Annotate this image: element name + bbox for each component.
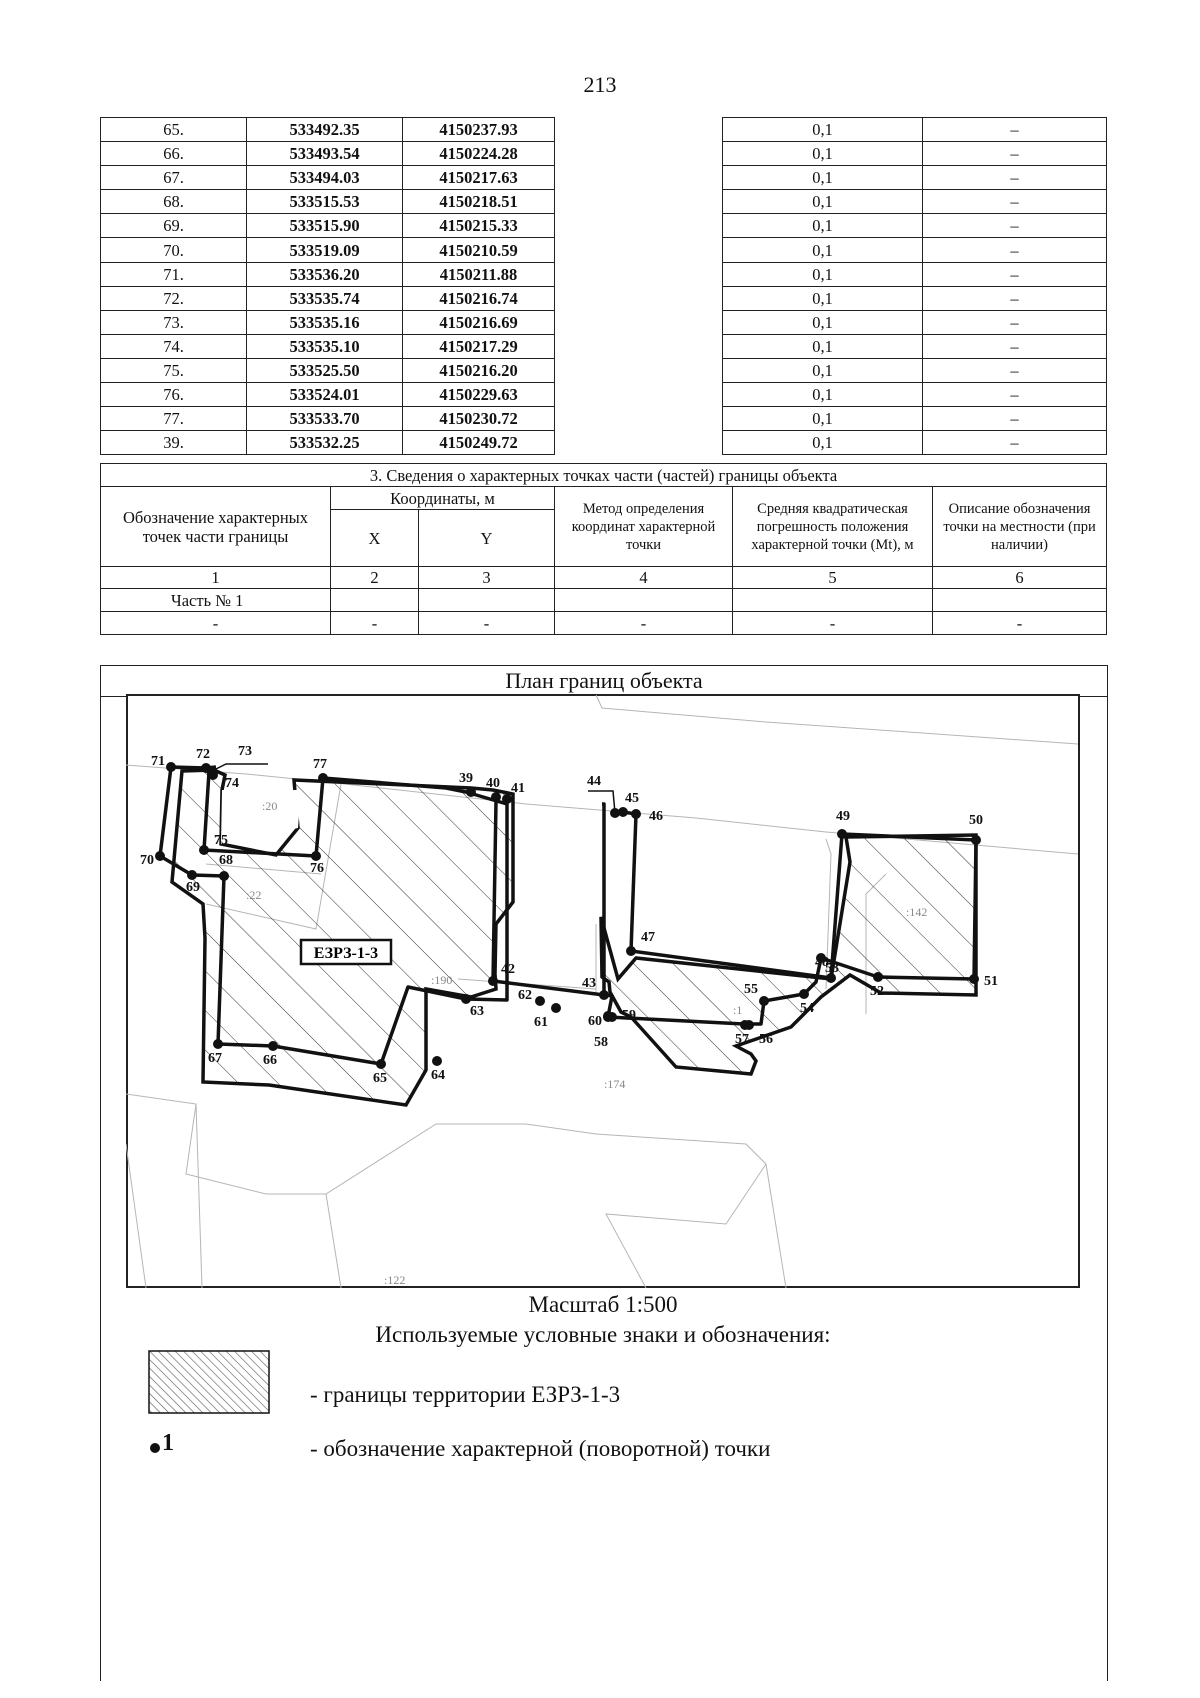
description-cell: – (923, 166, 1107, 190)
point-number-cell: 65. (101, 118, 247, 142)
point-label-57: 57 (735, 1032, 749, 1047)
point-marker-50 (971, 835, 981, 845)
point-label-74: 74 (225, 776, 239, 791)
point-label-53: 53 (825, 961, 839, 976)
column-number: 2 (331, 567, 419, 589)
point-marker-51 (969, 974, 979, 984)
parcel-label-20: :20 (262, 799, 278, 813)
method-cell (555, 407, 723, 431)
y-coordinate-cell: 4150210.59 (403, 238, 555, 262)
point-label-66: 66 (263, 1053, 277, 1068)
zone-label: ЕЗРЗ-1-3 (313, 945, 379, 962)
x-coordinate-cell: 533515.53 (247, 190, 403, 214)
coordinate-row (101, 431, 1107, 455)
map-scale: Масштаб 1:500 (528, 1292, 678, 1317)
y-coordinate-cell: 4150217.29 (403, 334, 555, 358)
legend-point-symbol: 1 (162, 1430, 174, 1456)
parcel-label-1: :1 (733, 1003, 743, 1017)
point-label-56: 56 (759, 1032, 773, 1047)
column-number: 1 (101, 567, 331, 589)
point-label-46: 46 (649, 809, 663, 824)
empty-cell: - (419, 612, 555, 635)
legend-hatch-text: - границы территории ЕЗРЗ-1-3 (310, 1382, 621, 1407)
mt-cell: 0,1 (723, 238, 923, 262)
point-marker-76 (311, 851, 321, 861)
point-number-cell: 72. (101, 286, 247, 310)
description-cell: – (923, 190, 1107, 214)
description-cell: – (923, 310, 1107, 334)
point-label-39: 39 (459, 771, 473, 786)
point-marker-74 (208, 770, 218, 780)
point-marker-42 (488, 976, 498, 986)
point-number-cell: 67. (101, 166, 247, 190)
point-marker-39 (466, 787, 476, 797)
plan-title: План границ объекта (505, 668, 703, 693)
point-label-49: 49 (836, 809, 850, 824)
x-coordinate-cell: 533524.01 (247, 383, 403, 407)
point-marker-64 (432, 1056, 442, 1066)
point-number-cell: 75. (101, 358, 247, 382)
description-cell: – (923, 383, 1107, 407)
mt-cell: 0,1 (723, 334, 923, 358)
point-label-54: 54 (800, 1001, 814, 1016)
page-number: 213 (583, 72, 617, 97)
part-label: Часть № 1 (101, 589, 331, 612)
mt-cell: 0,1 (723, 262, 923, 286)
mt-cell: 0,1 (723, 214, 923, 238)
mt-cell: 0,1 (723, 383, 923, 407)
point-label-60: 60 (588, 1014, 602, 1029)
description-cell: – (923, 118, 1107, 142)
point-label-40: 40 (486, 776, 500, 791)
coordinate-row (101, 166, 1107, 190)
description-cell: – (923, 431, 1107, 455)
point-marker-61 (551, 1003, 561, 1013)
y-coordinate-cell: 4150216.69 (403, 310, 555, 334)
boundary-plan-map (126, 694, 1080, 1288)
empty-cell: - (331, 612, 419, 635)
x-coordinate-cell: 533532.25 (247, 431, 403, 455)
point-label-61: 61 (534, 1015, 548, 1030)
method-cell (555, 214, 723, 238)
point-marker-47 (626, 946, 636, 956)
point-marker-54 (799, 989, 809, 999)
point-label-55: 55 (744, 982, 758, 997)
method-cell (555, 262, 723, 286)
column-number: 6 (933, 567, 1107, 589)
point-label-77: 77 (313, 757, 327, 772)
col-designation-header: Обозначение характерных точек части границы (101, 487, 331, 567)
point-label-71: 71 (151, 754, 165, 769)
description-cell: – (923, 358, 1107, 382)
description-cell: – (923, 238, 1107, 262)
point-label-41: 41 (511, 781, 525, 796)
part-points-table (100, 463, 1107, 635)
x-coordinate-cell: 533515.90 (247, 214, 403, 238)
y-coordinate-cell: 4150224.28 (403, 142, 555, 166)
coordinate-row (101, 238, 1107, 262)
description-cell: – (923, 142, 1107, 166)
point-label-51: 51 (984, 974, 998, 989)
point-label-44: 44 (587, 774, 601, 789)
point-number-cell: 68. (101, 190, 247, 214)
y-coordinate-cell: 4150218.51 (403, 190, 555, 214)
point-label-72: 72 (196, 747, 210, 762)
method-cell (555, 190, 723, 214)
point-marker-68 (219, 871, 229, 881)
point-number-cell: 74. (101, 334, 247, 358)
point-label-62: 62 (518, 988, 532, 1003)
point-label-73: 73 (238, 744, 252, 759)
point-marker-71 (166, 762, 176, 772)
mt-cell: 0,1 (723, 407, 923, 431)
empty-cell: - (733, 612, 933, 635)
mt-cell: 0,1 (723, 286, 923, 310)
point-marker-66 (268, 1041, 278, 1051)
method-cell (555, 310, 723, 334)
mt-cell: 0,1 (723, 142, 923, 166)
parcel-label-142: :142 (906, 905, 928, 919)
point-number-cell: 39. (101, 431, 247, 455)
method-cell (555, 334, 723, 358)
point-number-cell: 66. (101, 142, 247, 166)
coordinate-row (101, 383, 1107, 407)
x-coordinate-cell: 533535.16 (247, 310, 403, 334)
x-coordinate-cell: 533519.09 (247, 238, 403, 262)
point-label-76: 76 (310, 861, 324, 876)
point-label-43: 43 (582, 976, 596, 991)
description-cell: – (923, 407, 1107, 431)
y-coordinate-cell: 4150211.88 (403, 262, 555, 286)
method-cell (555, 286, 723, 310)
method-cell (555, 166, 723, 190)
col-mt-header: Средняя квадратическая погрешность положения характерной точки (Mt), м (733, 487, 933, 567)
x-coordinate-cell: 533494.03 (247, 166, 403, 190)
point-number-cell: 73. (101, 310, 247, 334)
point-marker-62 (535, 996, 545, 1006)
y-coordinate-cell: 4150216.20 (403, 358, 555, 382)
y-coordinate-cell: 4150249.72 (403, 431, 555, 455)
point-label-50: 50 (969, 813, 983, 828)
coordinate-row (101, 407, 1107, 431)
empty-cell: - (555, 612, 733, 635)
point-number-cell: 77. (101, 407, 247, 431)
method-cell (555, 142, 723, 166)
point-label-45: 45 (625, 791, 639, 806)
point-label-52: 52 (870, 984, 884, 999)
description-cell: – (923, 262, 1107, 286)
point-label-48: 48 (815, 955, 829, 970)
coordinate-row (101, 358, 1107, 382)
point-marker-43 (599, 990, 609, 1000)
point-label-58: 58 (594, 1035, 608, 1050)
point-marker-55 (759, 996, 769, 1006)
point-marker-77 (318, 773, 328, 783)
point-marker-58 (603, 1011, 613, 1021)
mt-cell: 0,1 (723, 166, 923, 190)
y-coordinate-cell: 4150230.72 (403, 407, 555, 431)
point-marker-75 (199, 845, 209, 855)
point-label-65: 65 (373, 1071, 387, 1086)
x-coordinate-cell: 533533.70 (247, 407, 403, 431)
empty-cell: - (933, 612, 1107, 635)
section3-title: 3. Сведения о характерных точках части (частей) границы объекта (101, 464, 1107, 487)
mt-cell: 0,1 (723, 190, 923, 214)
mt-cell: 0,1 (723, 310, 923, 334)
parcel-label-122: :122 (384, 1273, 406, 1287)
x-coordinate-cell: 533492.35 (247, 118, 403, 142)
x-coordinate-cell: 533536.20 (247, 262, 403, 286)
col-desc-header: Описание обозначения точки на местности (при наличии) (933, 487, 1107, 567)
point-marker-70 (155, 851, 165, 861)
column-number: 4 (555, 567, 733, 589)
legend-title: Используемые условные знаки и обозначения: (375, 1322, 831, 1347)
point-label-47: 47 (641, 930, 655, 945)
coordinate-row (101, 262, 1107, 286)
point-label-69: 69 (186, 880, 200, 895)
point-number-cell: 76. (101, 383, 247, 407)
description-cell: – (923, 214, 1107, 238)
point-label-42: 42 (501, 962, 515, 977)
point-label-64: 64 (431, 1068, 445, 1083)
point-number-cell: 69. (101, 214, 247, 238)
coordinate-row (101, 142, 1107, 166)
empty-cell: - (101, 612, 331, 635)
point-marker-49 (837, 829, 847, 839)
coordinate-row (101, 334, 1107, 358)
column-number: 3 (419, 567, 555, 589)
point-marker-63 (461, 994, 471, 1004)
column-numbers-row (101, 567, 1107, 589)
point-label-67: 67 (208, 1051, 222, 1066)
col-coords-header: Координаты, м (331, 487, 555, 510)
coordinate-row (101, 286, 1107, 310)
method-cell (555, 238, 723, 262)
point-number-cell: 71. (101, 262, 247, 286)
parcel-label-190: :190 (431, 973, 453, 987)
method-cell (555, 431, 723, 455)
point-label-75: 75 (214, 833, 228, 848)
coordinate-row (101, 214, 1107, 238)
coordinate-row (101, 118, 1107, 142)
point-label-70: 70 (140, 853, 154, 868)
point-label-68: 68 (219, 853, 233, 868)
point-number-cell: 70. (101, 238, 247, 262)
method-cell (555, 358, 723, 382)
mt-cell: 0,1 (723, 431, 923, 455)
empty-points-row (101, 612, 1107, 635)
parcel-label-174: :174 (604, 1077, 626, 1091)
point-marker-45 (618, 807, 628, 817)
point-marker-67 (213, 1039, 223, 1049)
point-label-59: 59 (622, 1008, 636, 1023)
legend-point-text: - обозначение характерной (поворотной) точки (310, 1436, 771, 1461)
y-coordinate-cell: 4150216.74 (403, 286, 555, 310)
parcel-label-22: :22 (246, 888, 262, 902)
y-coordinate-cell: 4150229.63 (403, 383, 555, 407)
x-coordinate-cell: 533535.10 (247, 334, 403, 358)
coordinate-row (101, 310, 1107, 334)
point-marker-46 (631, 809, 641, 819)
col-method-header: Метод определения координат характерной точки (555, 487, 733, 567)
y-coordinate-cell: 4150237.93 (403, 118, 555, 142)
mt-cell: 0,1 (723, 118, 923, 142)
x-coordinate-cell: 533535.74 (247, 286, 403, 310)
method-cell (555, 118, 723, 142)
point-marker-56 (744, 1020, 754, 1030)
coordinates-table (100, 117, 1107, 455)
col-x-header: X (331, 510, 419, 567)
point-marker-40 (491, 792, 501, 802)
hatch-legend-swatch (148, 1350, 270, 1414)
col-y-header: Y (419, 510, 555, 567)
y-coordinate-cell: 4150215.33 (403, 214, 555, 238)
y-coordinate-cell: 4150217.63 (403, 166, 555, 190)
column-number: 5 (733, 567, 933, 589)
method-cell (555, 383, 723, 407)
point-marker-52 (873, 972, 883, 982)
coordinate-row (101, 190, 1107, 214)
description-cell: – (923, 286, 1107, 310)
mt-cell: 0,1 (723, 358, 923, 382)
point-label-63: 63 (470, 1004, 484, 1019)
point-marker-65 (376, 1059, 386, 1069)
description-cell: – (923, 334, 1107, 358)
x-coordinate-cell: 533493.54 (247, 142, 403, 166)
x-coordinate-cell: 533525.50 (247, 358, 403, 382)
point-marker-69 (187, 870, 197, 880)
